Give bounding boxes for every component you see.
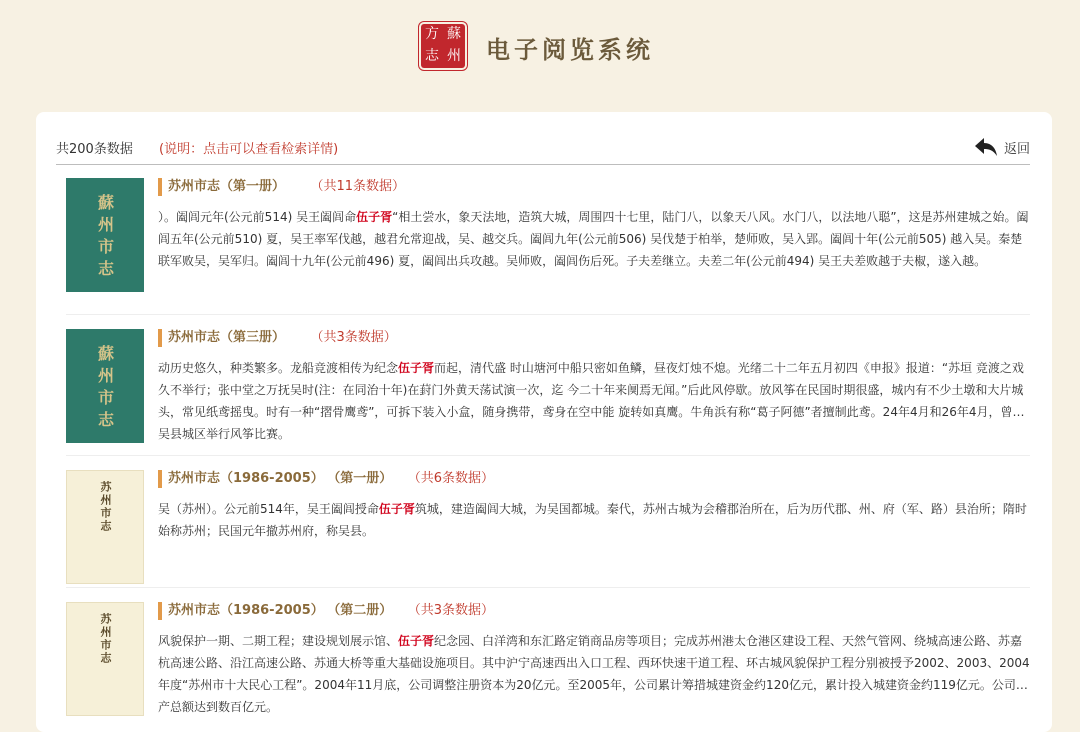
result-title-bar[interactable] (158, 602, 1030, 620)
snippet-text: 纪念园、白洋湾和东汇路定销商品房等项目；完成苏州港太仓港区建设工程、天然气管网、绕城高速公路、苏嘉杭高速公路、沿江高速公路、苏通大桥等重大基础设施项目。其中沪宁高速西出入口工程、西环快速干道工程、环古城风貌保护工程分别被授予2002、2003、2004年度“苏州市十大民心工程”。2004年11月底，公司调整注册资本为20亿元。至2005年，公司累计筹措城建资金约120亿元，累计投入城建资金约119亿元。公司资产总额达到数百亿元。 (158, 634, 1030, 714)
result-snippet[interactable] (158, 206, 1030, 272)
back-arrow-icon (974, 137, 998, 157)
instruction-note: (说明：点击可以查看检索详情) (159, 142, 339, 157)
result-title: 苏州市志（第三册） (168, 330, 286, 345)
result-title: 苏州市志（第一册） (168, 179, 286, 194)
result-volume: （第二册） (333, 603, 393, 618)
keyword-highlight: 伍子胥 (378, 502, 415, 516)
cover-title: 蘇州市志 (95, 194, 115, 282)
cover-title: 苏州市志 (99, 613, 112, 665)
snippet-text: ）。阖闾元年(公元前514) 吴王阖闾命 (158, 210, 357, 224)
book-cover[interactable] (66, 178, 144, 292)
results-toolbar (56, 134, 1030, 165)
seal-char: 州 (447, 48, 461, 64)
keyword-highlight: 伍子胥 (398, 634, 435, 648)
result-item[interactable] (66, 588, 1030, 728)
result-title-bar[interactable] (158, 470, 1030, 488)
seal-char: 蘇 (447, 26, 461, 42)
logo-seal-icon (421, 24, 465, 68)
result-title-bar[interactable] (158, 329, 1030, 347)
result-item[interactable] (66, 456, 1030, 588)
result-hit-count: （共3条数据） (414, 603, 495, 618)
cover-title: 蘇州市志 (95, 345, 115, 433)
keyword-highlight: 伍子胥 (356, 210, 393, 224)
result-title: 苏州市志（1986-2005） (168, 603, 324, 618)
result-hit-count: （共3条数据） (317, 330, 397, 345)
seal-char: 志 (425, 48, 439, 64)
result-text (158, 602, 1030, 714)
snippet-text: “相土尝水，象天法地，造筑大城，周围四十七里，陆门八，以象天八风。水门八，以法地八聪”，这是苏州建城之始。阖闾五年(公元前510) 夏，吴王率军伐越，越君允常迎战，吴、越交兵。阖闾九年(公元前506) 吴伐楚于柏举，楚师败，吴入郢。阖闾十年(公元前505) 越入吴。秦楚联军败吴，吴军归。阖闾十九年(公元前496) 夏，阖闾出兵攻越。吴师败，阖闾伤后死。子夫差继立。夫差二年(公元前494) 吴王夫差败越于夫椒，遂入越。 (158, 210, 1029, 268)
snippet-text: 风貌保护一期、二期工程；建设规划展示馆、 (158, 634, 399, 648)
result-item[interactable] (66, 174, 1030, 315)
book-cover[interactable] (66, 470, 144, 584)
result-hit-count: （共11条数据） (317, 179, 406, 194)
header (0, 0, 1080, 100)
results-panel (36, 112, 1052, 732)
result-item[interactable] (66, 315, 1030, 456)
result-count: 共200条数据 (56, 142, 133, 157)
cover-title: 苏州市志 (99, 481, 112, 533)
book-cover[interactable] (66, 602, 144, 716)
seal-char: 方 (425, 26, 439, 42)
result-list (66, 174, 1030, 728)
result-text (158, 178, 1030, 272)
keyword-highlight: 伍子胥 (398, 361, 435, 375)
result-hit-count: （共6条数据） (414, 471, 495, 486)
result-text (158, 470, 1030, 542)
snippet-text: 筑城，建造阖闾大城，为吴国都城。秦代，苏州古城为会稽郡治所在，后为历代郡、州、府（军、路）县治所；隋时始称苏州；民国元年撤苏州府，称吴县。 (158, 502, 1027, 538)
back-label: 返回 (1003, 141, 1030, 157)
snippet-text: 而起，清代盛 时山塘河中船只密如鱼鳞，昼夜灯烛不熄。光绪二十二年五月初四《申报》报道：“苏垣 竞渡之戏久不举行；张中堂之万抚吴时(注：在同治十年)在葑门外黄天荡试演一次，迄 今二十年来阒焉无闻。”后此风停歇。放风筝在民国时期很盛，城内有不少土墩和大片城头，常见纸鸢摇曳。时有一种“摺骨鹰鸢”，可拆下装入小盒，随身携带，鸢身在空中能 旋转如真鹰。牛角浜有称“葛子阿德”者擅制此鸢。24年4月和26年4月，曾在吴县城区举行风筝比赛。 (158, 361, 1025, 441)
snippet-text: 动历史悠久，种类繁多。龙船竞渡相传为纪念 (158, 361, 399, 375)
result-title-bar[interactable] (158, 178, 1030, 196)
result-snippet[interactable] (158, 357, 1030, 441)
result-title: 苏州市志（1986-2005） (168, 471, 324, 486)
result-volume: （第一册） (333, 471, 393, 486)
result-text (158, 329, 1030, 441)
result-snippet[interactable] (158, 498, 1030, 542)
snippet-text: 吴（苏州）。公元前514年，吴王阖闾授命 (158, 502, 379, 516)
site-title: 电子阅览系统 (486, 35, 654, 64)
back-button[interactable] (974, 134, 1030, 160)
book-cover[interactable] (66, 329, 144, 443)
result-snippet[interactable] (158, 630, 1030, 714)
